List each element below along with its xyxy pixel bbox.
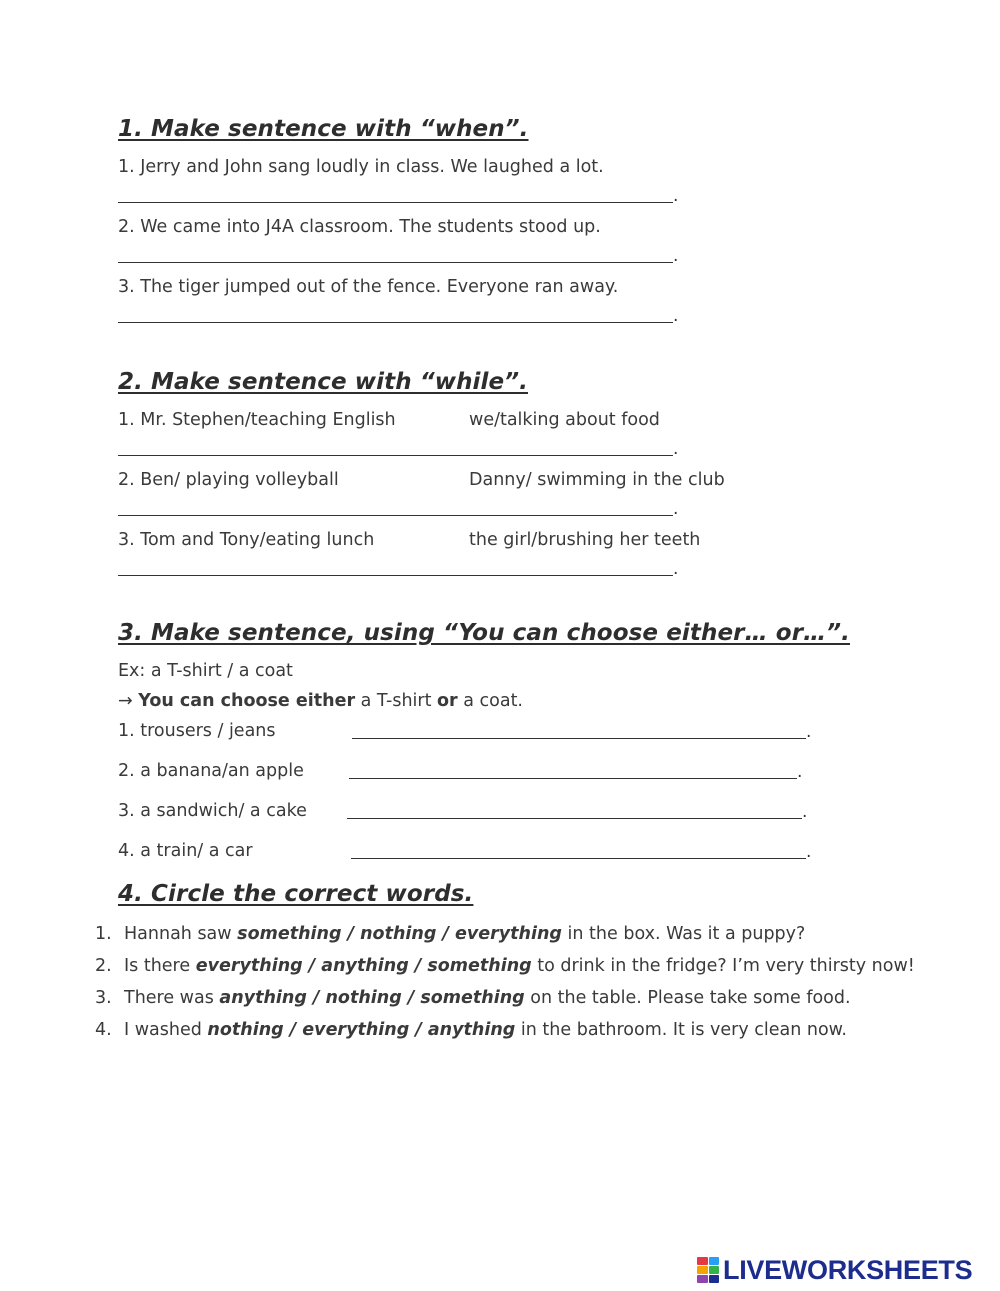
item-text: to drink in the fridge? I’m very thirsty now!: [531, 956, 915, 976]
answer-line-1-3[interactable]: [118, 322, 673, 323]
answer-line-3-4[interactable]: [351, 858, 806, 859]
period: .: [673, 559, 679, 579]
list-item: [95, 1020, 847, 1040]
answer-line-2-3[interactable]: [118, 575, 673, 576]
period: .: [673, 306, 679, 326]
item-number: 1.: [95, 924, 112, 944]
section-2-item-3-left: 3. Tom and Tony/eating lunch: [118, 530, 375, 550]
section-2-heading: 2. Make sentence with “while”.: [118, 369, 528, 395]
word-choice[interactable]: everything / anything / something: [195, 956, 532, 976]
section-2-item-1-right: we/talking about food: [469, 410, 660, 430]
item-number: 2.: [95, 956, 112, 976]
list-item: [95, 924, 805, 944]
section-2-item-2-left: 2. Ben/ playing volleyball: [118, 470, 339, 490]
example-bold-2: or: [437, 691, 458, 711]
example-text-1: a T-shirt: [355, 691, 438, 711]
brand-name: LIVEWORKSHEETS: [723, 1254, 973, 1285]
word-choice[interactable]: anything / nothing / something: [219, 988, 525, 1008]
period: .: [797, 762, 803, 782]
answer-line-3-3[interactable]: [347, 818, 802, 819]
period: .: [673, 246, 679, 266]
liveworksheets-logo-icon: [697, 1257, 719, 1283]
period: .: [673, 439, 679, 459]
period: .: [673, 186, 679, 206]
section-3-item-4: 4. a train/ a car: [118, 841, 253, 861]
word-choice[interactable]: nothing / everything / anything: [207, 1020, 516, 1040]
section-1-item-3: 3. The tiger jumped out of the fence. Everyone ran away.: [118, 277, 619, 297]
example-answer: [118, 691, 523, 711]
answer-line-1-1[interactable]: [118, 202, 673, 203]
section-3-item-2: 2. a banana/an apple: [118, 761, 304, 781]
period: .: [673, 499, 679, 519]
period: .: [806, 842, 812, 862]
item-text: I washed: [124, 1020, 208, 1040]
item-text: Is there: [124, 956, 196, 976]
section-2-item-1-left: 1. Mr. Stephen/teaching English: [118, 410, 396, 430]
item-text: on the table. Please take some food.: [524, 988, 851, 1008]
answer-line-3-2[interactable]: [349, 778, 797, 779]
section-2-item-2-right: Danny/ swimming in the club: [469, 470, 725, 490]
section-1-item-2: 2. We came into J4A classroom. The students stood up.: [118, 217, 601, 237]
section-3-item-3: 3. a sandwich/ a cake: [118, 801, 307, 821]
answer-line-1-2[interactable]: [118, 262, 673, 263]
list-item: [95, 988, 851, 1008]
section-4-heading: 4. Circle the correct words.: [118, 881, 474, 907]
arrow-icon: →: [118, 691, 133, 711]
example-text-2: a coat.: [457, 691, 523, 711]
item-text: in the box. Was it a puppy?: [561, 924, 806, 944]
period: .: [806, 722, 812, 742]
item-text: There was: [124, 988, 220, 1008]
item-number: 3.: [95, 988, 112, 1008]
item-text: in the bathroom. It is very clean now.: [515, 1020, 847, 1040]
word-choice[interactable]: something / nothing / everything: [237, 924, 562, 944]
period: .: [802, 802, 808, 822]
answer-line-3-1[interactable]: [352, 738, 806, 739]
item-text: Hannah saw: [124, 924, 238, 944]
section-1-item-1: 1. Jerry and John sang loudly in class. We laughed a lot.: [118, 157, 604, 177]
example-prompt: Ex: a T-shirt / a coat: [118, 661, 293, 681]
section-1-heading: 1. Make sentence with “when”.: [118, 116, 529, 142]
answer-line-2-2[interactable]: [118, 515, 673, 516]
example-bold-1: You can choose either: [138, 691, 356, 711]
section-2-item-3-right: the girl/brushing her teeth: [469, 530, 701, 550]
section-3-item-1: 1. trousers / jeans: [118, 721, 276, 741]
answer-line-2-1[interactable]: [118, 455, 673, 456]
liveworksheets-logo[interactable]: [697, 1255, 972, 1285]
item-number: 4.: [95, 1020, 112, 1040]
section-3-heading: 3. Make sentence, using “You can choose either… or…”.: [118, 620, 850, 646]
list-item: [95, 956, 915, 976]
